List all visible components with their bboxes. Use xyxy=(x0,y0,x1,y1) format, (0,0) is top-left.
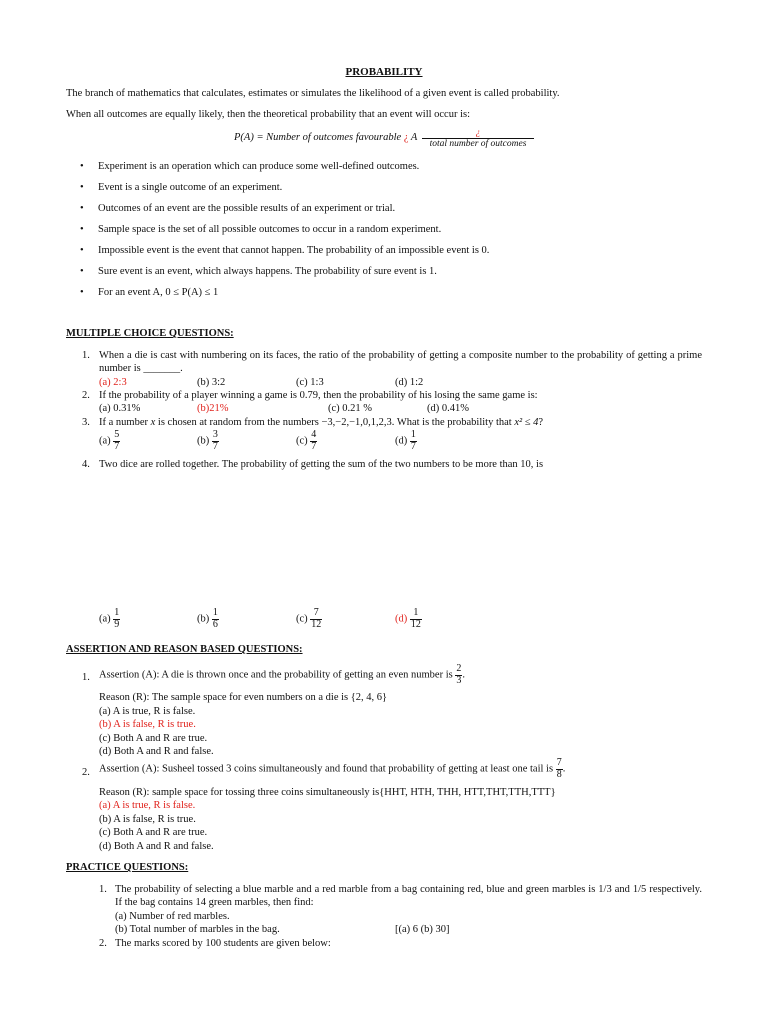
bullet-dot: • xyxy=(80,266,84,277)
assertion-text: Assertion (A): Susheel tossed 3 coins simultaneously and found that probability of getting at least one tail is $\frac{7}{8}$ . xyxy=(99,757,566,780)
frac-num: 1 xyxy=(212,607,218,618)
frac-den: 7 xyxy=(212,440,218,452)
practice-heading: PRACTICE QUESTIONS: xyxy=(66,862,189,873)
mcq2-option-c[interactable]: (c) 0.21 % xyxy=(328,403,373,414)
formula-frac-den: total number of outcomes xyxy=(422,138,534,151)
mcq2-option-a[interactable]: (a) 0.31% xyxy=(99,403,141,414)
assertion-text: Assertion (A): A die is thrown once and the probability of getting an even number is $\frac{2}{3}$ . xyxy=(99,663,465,686)
ar2-option-d[interactable]: (d) Both A and R and false. xyxy=(99,841,214,852)
option-fraction xyxy=(212,430,219,452)
mcq3-option-b[interactable] xyxy=(197,430,219,452)
reason-text: Reason (R): sample space for tossing three coins simultaneously is{HHT, HTH, THH, HTT,THT,TTH,TTT} xyxy=(99,787,556,798)
option-fraction xyxy=(410,430,417,452)
question-text: The probability of selecting a blue marble and a red marble from a bag containing red, blue and green marbles is 1/3 and 1/5 respectively. If the bag contains 14 green marbles, then find: xyxy=(115,884,702,908)
frac-num: 7 xyxy=(313,607,319,618)
option-fraction xyxy=(310,608,322,630)
bullet-text: Sample space is the set of all possible outcomes to occur in a random experiment. xyxy=(98,224,442,235)
frac-den: 6 xyxy=(212,618,218,630)
bullet-text: Outcomes of an event are the possible results of an experiment or trial. xyxy=(98,203,396,214)
ar2-option-b[interactable]: (b) A is false, R is true. xyxy=(99,814,196,825)
option-label: (c) xyxy=(296,613,308,625)
assertion-statement: Assertion (A): A die is thrown once and the probability of getting an even number is xyxy=(99,669,453,681)
mcq3-option-d[interactable] xyxy=(395,430,417,452)
formula-frac-num: ¿ xyxy=(475,128,481,138)
frac-num: 1 xyxy=(114,607,120,618)
question-number: 2. xyxy=(82,767,90,778)
mcq1-option-b[interactable]: (b) 3:2 xyxy=(197,377,226,388)
mcq2-option-d[interactable]: (d) 0.41% xyxy=(427,403,469,414)
mcq4-option-c[interactable] xyxy=(296,608,322,630)
assertion-fraction xyxy=(556,758,563,780)
bullet-text: For an event A, 0 ≤ P(A) ≤ 1 xyxy=(98,287,219,298)
page-title: PROBABILITY xyxy=(345,66,423,78)
q3-condition: x² ≤ 4 xyxy=(514,417,539,428)
bullet-text: Sure event is an event, which always happens. The probability of sure event is 1. xyxy=(98,266,437,277)
practice1-part-b: (b) Total number of marbles in the bag. xyxy=(115,924,280,935)
ar1-option-c[interactable]: (c) Both A and R are true. xyxy=(99,733,208,744)
bullet-text: Event is a single outcome of an experiment. xyxy=(98,182,283,193)
mcq-heading: MULTIPLE CHOICE QUESTIONS: xyxy=(66,328,234,339)
question-number: 1. xyxy=(82,672,90,683)
option-fraction xyxy=(113,430,120,452)
frac-num: 1 xyxy=(413,607,419,618)
option-fraction xyxy=(212,608,219,630)
mcq4-option-d[interactable] xyxy=(395,608,422,630)
ar2-option-a[interactable]: (a) A is true, R is false. xyxy=(99,800,196,811)
frac-den: 7 xyxy=(114,440,120,452)
option-fraction xyxy=(113,608,120,630)
mcq3-option-c[interactable] xyxy=(296,430,317,452)
question-text xyxy=(99,416,702,429)
question-number: 1. xyxy=(82,350,90,361)
frac-den: 7 xyxy=(311,440,317,452)
intro-definition: The branch of mathematics that calculates, estimates or simulates the likelihood of a given event is called probability. xyxy=(66,88,560,99)
question-text: If the probability of a player winning a game is 0.79, then the probability of his losing the same game is: xyxy=(99,390,538,401)
bullet-dot: • xyxy=(80,287,84,298)
bullet-dot: • xyxy=(80,161,84,172)
assertion-statement: Assertion (A): Susheel tossed 3 coins simultaneously and found that probability of getting at least one tail is xyxy=(99,763,554,775)
question-number: 4. xyxy=(82,459,90,470)
mcq1-option-a[interactable]: (a) 2:3 xyxy=(99,377,127,388)
bullet-dot: • xyxy=(80,203,84,214)
frac-den: 3 xyxy=(456,674,462,686)
bullet-dot: • xyxy=(80,245,84,256)
question-text: Two dice are rolled together. The probability of getting the sum of the two numbers to be more than 10, is xyxy=(99,459,544,470)
question-number: 2. xyxy=(82,390,90,401)
question-text: When a die is cast with numbering on its faces, the ratio of the probability of getting a composite number to the probability of getting a prime number is _______. xyxy=(99,350,702,374)
ar-heading: ASSERTION AND REASON BASED QUESTIONS: xyxy=(66,644,303,655)
mcq4-option-b[interactable] xyxy=(197,608,219,630)
option-label: (a) xyxy=(99,613,111,625)
frac-num: 5 xyxy=(114,429,120,440)
practice1-part-a: (a) Number of red marbles. xyxy=(115,911,230,922)
q3-variable: x xyxy=(150,417,156,428)
option-label: (d) xyxy=(395,435,408,447)
mcq1-option-c[interactable]: (c) 1:3 xyxy=(296,377,324,388)
bullet-dot: • xyxy=(80,182,84,193)
frac-den: 8 xyxy=(556,768,562,780)
frac-num: 2 xyxy=(456,663,462,674)
frac-den: 12 xyxy=(410,618,421,630)
ar2-option-c[interactable]: (c) Both A and R are true. xyxy=(99,827,208,838)
mcq1-option-d[interactable]: (d) 1:2 xyxy=(395,377,424,388)
formula-glyph: ¿ xyxy=(403,132,409,143)
document-page xyxy=(66,0,702,1024)
mcq3-option-a[interactable] xyxy=(99,430,120,452)
option-label: (d) xyxy=(395,613,408,625)
q3-text-c: ? xyxy=(538,417,544,428)
practice1-answer: [(a) 6 (b) 30] xyxy=(395,924,450,935)
bullet-dot: • xyxy=(80,224,84,235)
bullet-text: Impossible event is the event that cannot happen. The probability of an impossible event is 0. xyxy=(98,245,490,256)
mcq4-option-a[interactable] xyxy=(99,608,120,630)
q3-text-a: If a number xyxy=(99,417,148,428)
option-fraction xyxy=(310,430,317,452)
formula-a: A xyxy=(410,132,418,143)
option-fraction xyxy=(410,608,422,630)
ar1-option-a[interactable]: (a) A is true, R is false. xyxy=(99,706,196,717)
frac-den: 9 xyxy=(114,618,120,630)
frac-den: 7 xyxy=(410,440,416,452)
reason-text: Reason (R): The sample space for even numbers on a die is {2, 4, 6} xyxy=(99,692,388,703)
ar1-option-b[interactable]: (b) A is false, R is true. xyxy=(99,719,196,730)
option-label: (b) xyxy=(197,435,210,447)
q3-text-b: is chosen at random from the numbers −3,−2,−1,0,1,2,3. What is the probability that xyxy=(157,417,512,428)
probability-formula xyxy=(234,131,417,144)
bullet-text: Experiment is an operation which can produce some well-defined outcomes. xyxy=(98,161,420,172)
ar1-option-d[interactable]: (d) Both A and R and false. xyxy=(99,746,214,757)
frac-num: 1 xyxy=(410,429,416,440)
question-number: 1. xyxy=(99,884,107,895)
assertion-fraction xyxy=(455,664,462,686)
question-text: The marks scored by 100 students are given below: xyxy=(115,938,331,949)
formula-lhs: P(A) = Number of outcomes favourable xyxy=(234,132,402,143)
frac-den: 12 xyxy=(311,618,322,630)
intro-theoretical: When all outcomes are equally likely, then the theoretical probability that an event will occur is: xyxy=(66,109,471,120)
option-label: (c) xyxy=(296,435,308,447)
formula-fraction xyxy=(422,128,534,151)
question-number: 2. xyxy=(99,938,107,949)
frac-num: 7 xyxy=(556,757,562,768)
frac-num: 4 xyxy=(311,429,317,440)
option-label: (b) xyxy=(197,613,210,625)
question-number: 3. xyxy=(82,417,90,428)
mcq2-option-b[interactable]: (b)21% xyxy=(197,403,229,414)
option-label: (a) xyxy=(99,435,111,447)
frac-num: 3 xyxy=(212,429,218,440)
